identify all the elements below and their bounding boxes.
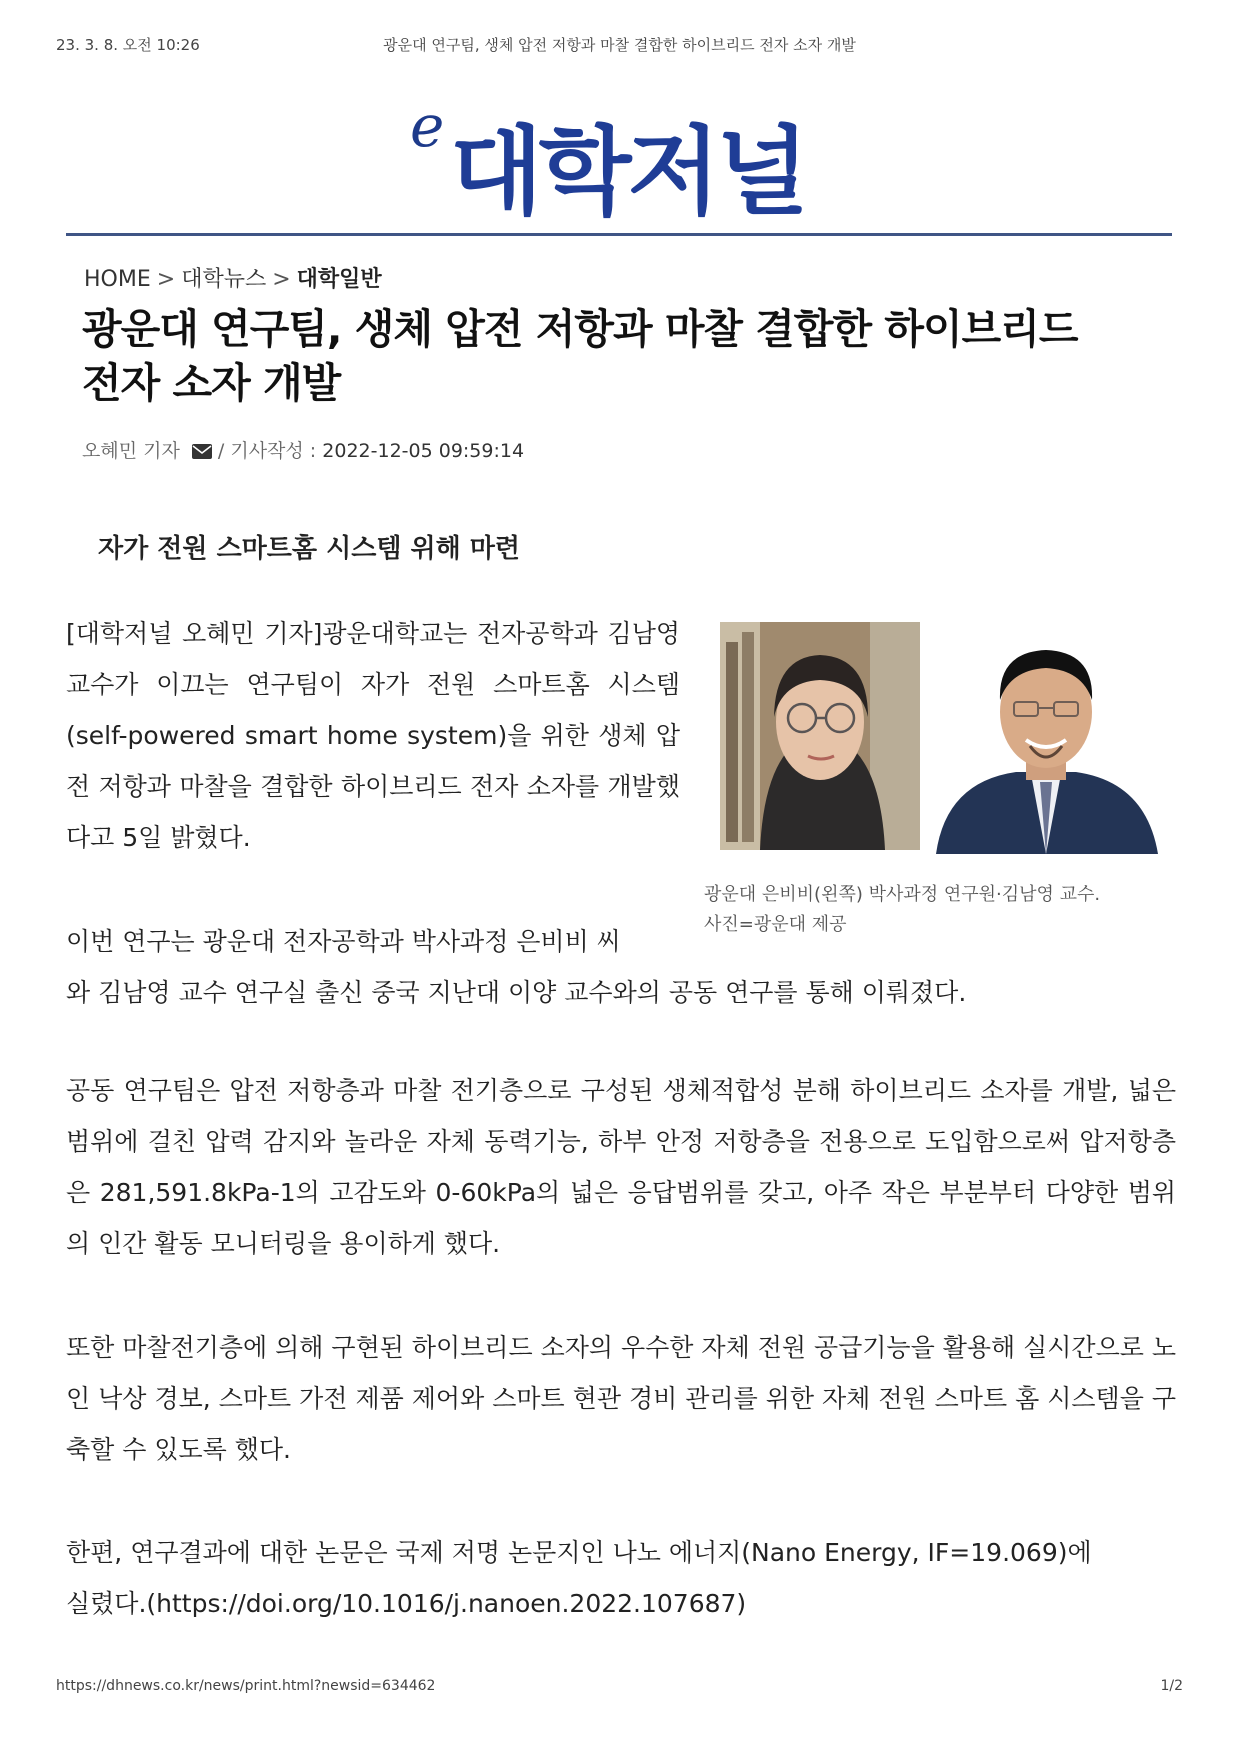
byline: [82, 436, 524, 463]
print-doc-title: 광운대 연구팀, 생체 압전 저항과 마찰 결합한 하이브리드 전자 소자 개발: [383, 36, 856, 54]
logo-name: 대학저널: [450, 116, 805, 228]
breadcrumb: [84, 262, 382, 293]
paragraph-5-line-1: 한편, 연구결과에 대한 논문은 국제 저명 논문지인 나노 에너지(Nano Energy, IF=19.069)에: [66, 1538, 1092, 1567]
print-url: https://dhnews.co.kr/news/print.html?newsid=634462: [56, 1678, 436, 1694]
posted-label: / 기사작성 :: [217, 440, 317, 462]
posted-timestamp: 2022-12-05 09:59:14: [322, 440, 525, 462]
breadcrumb-home[interactable]: HOME: [84, 267, 151, 292]
print-footer: [56, 1678, 1183, 1698]
envelope-icon[interactable]: [192, 444, 212, 459]
site-logo[interactable]: [410, 92, 830, 228]
article-photo: [720, 622, 1160, 854]
breadcrumb-current[interactable]: 대학일반: [296, 267, 382, 292]
paragraph-2: [66, 916, 1176, 1018]
paragraph-4: 또한 마찰전기층에 의해 구현된 하이브리드 소자의 우수한 자체 전원 공급기능을 활용해 실시간으로 노인 낙상 경보, 스마트 가전 제품 제어와 스마트 현관 경비 관리를 위한 자체 전원 스마트 홈 시스템을 구축할 수 있도록 했다.: [66, 1333, 1176, 1464]
print-header: [56, 34, 1183, 54]
caption-line-1: 광운대 은비비(왼쪽) 박사과정 연구원·김남영 교수.: [704, 884, 1101, 905]
paragraph-1: [대학저널 오혜민 기자]광운대학교는 전자공학과 김남영 교수가 이끄는 연구팀이 자가 전원 스마트홈 시스템(self-powered smart home system)을 위한 생체 압전 저항과 마찰을 결합한 하이브리드 전자 소자를 개발했다고 5일 밝혔다.: [66, 619, 680, 852]
paragraph-2-line-2: 와 김남영 교수 연구실 출신 중국 지난대 이양 교수와의 공동 연구를 통해 이뤄졌다.: [66, 978, 967, 1007]
headline-line-1: 광운대 연구팀, 생체 압전 저항과 마찰 결합한 하이브리드: [82, 305, 1078, 353]
header-divider: [66, 233, 1172, 236]
logo-e: e: [410, 92, 445, 160]
article-headline: [82, 302, 1162, 410]
photo-researcher-left: [720, 622, 920, 850]
breadcrumb-section[interactable]: 대학뉴스: [181, 267, 267, 292]
paragraph-5: [66, 1527, 1176, 1629]
photo-professor-right: [926, 622, 1166, 854]
paragraph-2-line-1: 이번 연구는 광운대 전자공학과 박사과정 은비비 씨: [66, 927, 621, 956]
breadcrumb-separator: >: [156, 267, 176, 292]
article-subhead: 자가 전원 스마트홈 시스템 위해 마련: [98, 534, 520, 564]
page-number: 1/2: [1160, 1678, 1183, 1694]
breadcrumb-separator: >: [272, 267, 291, 292]
paragraph-3: 공동 연구팀은 압전 저항층과 마찰 전기층으로 구성된 생체적합성 분해 하이브리드 소자를 개발, 넓은 범위에 걸친 압력 감지와 놀라운 자체 동력기능, 하부 안정 저항층을 전용으로 도입함으로써 압저항층은 281,591.8kPa-1의 고감도와 0-60kPa의 넓은 응답범위를 갖고, 아주 작은 부분부터 다양한 범위의 인간 활동 모니터링을 용이하게 했다.: [66, 1076, 1176, 1258]
caption-line-2: 사진=광운대 제공: [704, 914, 847, 935]
print-date: 23. 3. 8. 오전 10:26: [56, 36, 200, 54]
reporter-name[interactable]: 오혜민 기자: [82, 440, 180, 462]
headline-line-2: 전자 소자 개발: [82, 359, 341, 407]
doi-link[interactable]: 실렸다.(https://doi.org/10.1016/j.nanoen.2022.107687): [66, 1589, 747, 1618]
